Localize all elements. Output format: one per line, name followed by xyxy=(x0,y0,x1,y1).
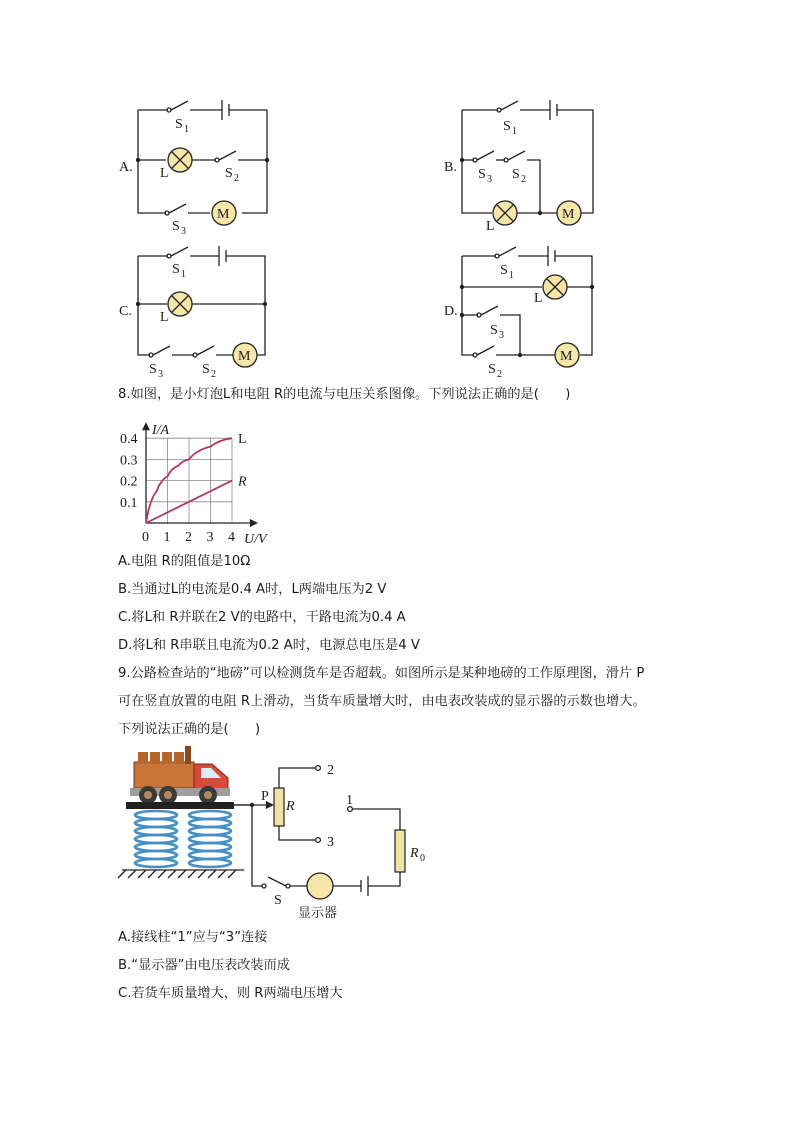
q9-stem-line-3: 下列说法正确的是( ) xyxy=(118,722,261,737)
circuit-b-label: B. xyxy=(444,160,457,175)
terminal-1: 1 xyxy=(346,793,353,808)
svg-text:S: S xyxy=(172,262,180,277)
x-axis-label: U/V xyxy=(244,532,267,547)
y-tick-label: 0.2 xyxy=(120,474,138,490)
platform xyxy=(126,802,234,809)
svg-text:M: M xyxy=(238,349,251,364)
svg-text:2: 2 xyxy=(521,174,526,185)
svg-text:2: 2 xyxy=(234,173,239,184)
circuit-a-label: A. xyxy=(119,160,133,175)
x-tick-label: 4 xyxy=(228,530,235,545)
x-tick-label: 2 xyxy=(185,530,192,545)
svg-text:S: S xyxy=(490,323,498,338)
a-s2: S xyxy=(225,166,233,181)
svg-text:M: M xyxy=(560,349,573,364)
q8-option-a: A.电阻 R的阻值是10Ω xyxy=(118,554,251,569)
series-R-label: R xyxy=(238,474,247,490)
svg-text:2: 2 xyxy=(497,369,502,380)
svg-text:L: L xyxy=(486,219,495,234)
terminal-3: 3 xyxy=(327,835,334,850)
q9-stem-line-1: 9.公路检查站的“地磅”可以检测货车是否超载。如图所示是某种地磅的工作原理图，滑片 P xyxy=(118,666,645,681)
svg-text:0: 0 xyxy=(420,853,425,864)
q8-option-d: D.将L和 R串联且电流为0.2 A时，电源总电压是4 V xyxy=(118,638,420,653)
svg-text:L: L xyxy=(534,291,543,306)
svg-text:S: S xyxy=(202,362,210,377)
q8-stem: 8.如图，是小灯泡L和电阻 R的电流与电压关系图像。下列说法正确的是( ) xyxy=(118,387,571,402)
svg-text:1: 1 xyxy=(509,270,514,281)
q9-option-a: A.接线柱“1”应与“3”连接 xyxy=(118,930,268,945)
svg-text:S: S xyxy=(149,362,157,377)
x-tick-label: 3 xyxy=(206,530,214,545)
label-display: 显示器 xyxy=(298,906,338,921)
label-s: S xyxy=(274,893,282,908)
terminal-2: 2 xyxy=(327,763,334,778)
y-tick-label: 0.4 xyxy=(120,432,138,448)
a-s1: S xyxy=(175,117,183,132)
y-tick-label: 0.3 xyxy=(120,453,138,469)
svg-text:1: 1 xyxy=(512,126,517,137)
svg-text:S: S xyxy=(500,263,508,278)
a-lamp: L xyxy=(160,166,169,181)
x-tick-label: 0 xyxy=(142,530,149,545)
svg-text:1: 1 xyxy=(184,124,189,135)
series-L-label: L xyxy=(238,432,247,448)
svg-text:S: S xyxy=(478,167,486,182)
q9-option-c: C.若货车质量增大，则 R两端电压增大 xyxy=(118,986,343,1001)
springs xyxy=(135,811,231,867)
a-s3: S xyxy=(172,219,180,234)
svg-text:3: 3 xyxy=(499,330,504,341)
label-p: P xyxy=(261,789,269,804)
svg-text:3: 3 xyxy=(487,174,492,185)
svg-text:S: S xyxy=(503,119,511,134)
svg-text:3: 3 xyxy=(181,226,186,237)
motor-b-label: M xyxy=(562,207,575,222)
svg-text:1: 1 xyxy=(181,269,186,280)
label-r0: R xyxy=(410,846,419,861)
svg-text:L: L xyxy=(160,310,169,325)
svg-text:3: 3 xyxy=(158,369,163,380)
q8-option-b: B.当通过L的电流是0.4 A时，L两端电压为2 V xyxy=(118,582,387,597)
motor-a-label: M xyxy=(217,207,230,222)
y-axis-label: I/A xyxy=(152,423,170,439)
svg-text:2: 2 xyxy=(211,369,216,380)
y-tick-label: 0.1 xyxy=(120,495,138,511)
x-tick-label: 1 xyxy=(163,530,171,545)
truck-illustration xyxy=(130,746,230,804)
q8-option-c: C.将L和 R并联在2 V的电路中，干路电流为0.4 A xyxy=(118,610,406,625)
q9-stem-line-2: 可在竖直放置的电阻 R上滑动，当货车质量增大时，由电表改装成的显示器的示数也增大。 xyxy=(118,694,646,709)
circuit-d-label: D. xyxy=(444,304,458,319)
svg-text:S: S xyxy=(512,167,520,182)
label-r: R xyxy=(286,799,295,814)
svg-text:S: S xyxy=(488,362,496,377)
circuit-c-label: C. xyxy=(119,304,132,319)
q9-option-b: B.“显示器”由电压表改装而成 xyxy=(118,958,290,973)
